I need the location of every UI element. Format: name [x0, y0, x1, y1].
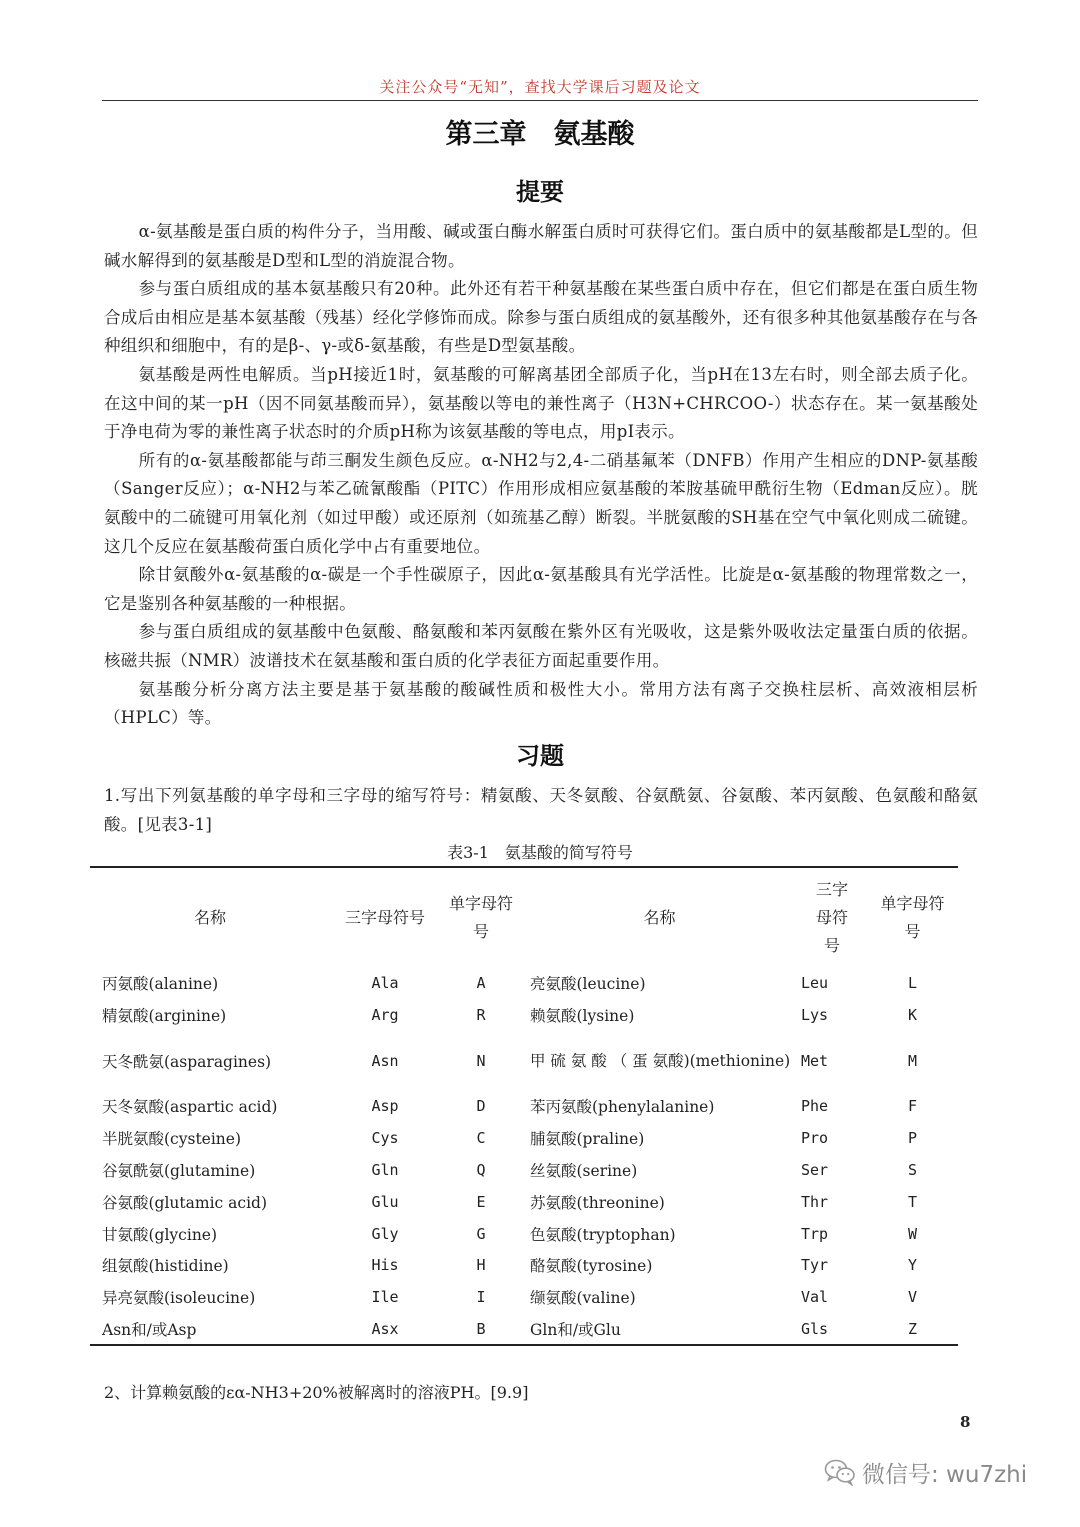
- header-three-letter-2: [797, 867, 867, 967]
- header-three-letter-text: 三字母符号: [345, 907, 426, 927]
- cell-name-2: 苯丙氨酸(phenylalanine): [530, 1098, 715, 1117]
- cell-name-2: 丝氨酸(serine): [530, 1162, 638, 1181]
- cell-one-letter: A: [476, 973, 486, 992]
- cell-one-letter-2: M: [907, 1051, 918, 1070]
- cell-one-letter: C: [476, 1129, 486, 1148]
- cell-three-letter-2: Gls: [801, 1319, 829, 1338]
- table-row: [90, 967, 958, 999]
- cell-three-letter: Cys: [371, 1129, 399, 1148]
- cell-name: 天冬氨酸(aspartic acid): [102, 1098, 278, 1117]
- chapter-title: 第三章 氨基酸: [445, 119, 635, 150]
- cell-one-letter: H: [476, 1256, 486, 1275]
- cell-three-letter: Ala: [371, 973, 399, 992]
- cell-three-letter: Asx: [371, 1319, 399, 1338]
- cell-three-letter-2: Thr: [801, 1192, 829, 1211]
- cell-three-letter-2: Met: [801, 1051, 829, 1070]
- cell-one-letter: B: [476, 1319, 486, 1338]
- amino-acid-table: [90, 866, 958, 1346]
- cell-name: 半胱氨酸(cysteine): [102, 1130, 242, 1149]
- cell-name: 精氨酸(arginine): [102, 1006, 227, 1025]
- cell-name-2: Gln和/或Glu: [530, 1320, 621, 1339]
- header-one-letter: [440, 867, 522, 967]
- cell-three-letter: Ile: [371, 1288, 399, 1307]
- page-number: 8: [960, 1413, 971, 1431]
- cell-three-letter-2: Tyr: [801, 1256, 829, 1275]
- cell-name: 谷氨酰氨(glutamine): [102, 1162, 256, 1181]
- cell-name-2: 赖氨酸(lysine): [530, 1006, 635, 1025]
- cell-one-letter: R: [476, 1005, 486, 1024]
- cell-name: 丙氨酸(alanine): [102, 974, 219, 993]
- watermark-text: 微信号: wu7zhi: [862, 1461, 1028, 1488]
- header-one-letter-2-text: 单字母符号: [880, 893, 945, 941]
- cell-three-letter-2: Phe: [801, 1097, 829, 1116]
- cell-one-letter: G: [476, 1224, 486, 1243]
- table-row: [90, 1122, 958, 1154]
- cell-three-letter-2: Leu: [801, 973, 829, 992]
- cell-name-2: 苏氨酸(threonine): [530, 1193, 665, 1212]
- header-name: 名称: [193, 907, 226, 927]
- cell-three-letter-2: Pro: [801, 1129, 829, 1148]
- table-row: [90, 1250, 958, 1282]
- cell-one-letter-2: L: [907, 973, 918, 992]
- cell-name: 异亮氨酸(isoleucine): [102, 1289, 256, 1308]
- cell-one-letter-2: V: [907, 1288, 918, 1307]
- cell-name-2: 酪氨酸(tyrosine): [530, 1257, 653, 1276]
- table-row: [90, 1091, 958, 1123]
- cell-three-letter-2: Trp: [801, 1224, 829, 1243]
- summary-paragraph: 所有的α-氨基酸都能与茚三酮发生颜色反应。α-NH2与2,4-二硝基氟苯（DNFB）作用产生相应的DNP-氨基酸（Sanger反应）；α-NH2与苯乙硫氰酸酯（PITC）作用形成相应氨基酸的苯胺基硫甲酰衍生物（Edman反应）。胱氨酸中的二硫键可用氧化剂（如过甲酸）或还原剂（如巯基乙醇）断裂。半胱氨酸的SH基在空气中氧化则成二硫键。这几个反应在氨基酸荷蛋白质化学中占有重要地位。: [104, 450, 978, 556]
- cell-one-letter: I: [476, 1288, 486, 1307]
- exercises-heading: 习题: [516, 742, 564, 770]
- table-row: [90, 1154, 958, 1186]
- question-1: 1.写出下列氨基酸的单字母和三字母的缩写符号：精氨酸、天冬氨酸、谷氨酰氨、谷氨酸、苯丙氨酸、色氨酸和酪氨酸。[见表3-1]: [104, 786, 978, 834]
- cell-name: 甘氨酸(glycine): [102, 1225, 218, 1244]
- cell-one-letter: D: [476, 1097, 486, 1116]
- cell-one-letter-2: F: [907, 1097, 918, 1116]
- cell-one-letter-2: P: [907, 1129, 918, 1148]
- wechat-icon: [824, 1458, 856, 1486]
- cell-one-letter-2: Y: [907, 1256, 918, 1275]
- question-2: 2、计算赖氨酸的εα-NH3+20%被解离时的溶液PH。[9.9]: [104, 1383, 529, 1402]
- cell-three-letter: Asn: [371, 1051, 399, 1070]
- cell-three-letter-2: Val: [801, 1288, 829, 1307]
- table-row: [90, 1218, 958, 1250]
- cell-one-letter-2: T: [907, 1192, 918, 1211]
- cell-name: Asn和/或Asp: [102, 1320, 197, 1339]
- table-header-row: [90, 867, 958, 967]
- cell-three-letter: Arg: [371, 1005, 399, 1024]
- summary-paragraph: α-氨基酸是蛋白质的构件分子，当用酸、碱或蛋白酶水解蛋白质时可获得它们。蛋白质中的氨基酸都是L型的。但碱水解得到的氨基酸是D型和L型的消旋混合物。: [104, 222, 978, 270]
- cell-one-letter: Q: [476, 1161, 486, 1180]
- summary-body: [104, 218, 978, 733]
- cell-name-2: 甲 硫 氨 酸 （ 蛋 氨酸)(methionine): [530, 1051, 791, 1070]
- summary-paragraph: 参与蛋白质组成的基本氨基酸只有20种。此外还有若干种氨基酸在某些蛋白质中存在，但它们都是在蛋白质生物合成后由相应是基本氨基酸（残基）经化学修饰而成。除参与蛋白质组成的氨基酸外，还有很多种其他氨基酸存在与各种组织和细胞中，有的是β-、γ-或δ-氨基酸，有些是D型氨基酸。: [104, 279, 978, 356]
- cell-three-letter: Gln: [371, 1161, 399, 1180]
- cell-three-letter: Asp: [371, 1097, 399, 1116]
- summary-paragraph: 氨基酸是两性电解质。当pH接近1时，氨基酸的可解离基团全部质子化，当pH在13左右时，则全部去质子化。在这中间的某一pH（因不同氨基酸而异），氨基酸以等电的兼性离子（H3N+CHRCOO-）状态存在。某一氨基酸处于净电荷为零的兼性离子状态时的介质pH称为该氨基酸的等电点，用pI表示。: [104, 364, 978, 442]
- wechat-watermark: [824, 1452, 1027, 1492]
- cell-name: 谷氨酸(glutamic acid): [102, 1193, 267, 1212]
- cell-name-2: 色氨酸(tryptophan): [530, 1225, 676, 1244]
- table-row: [90, 999, 958, 1031]
- cell-three-letter-2: Ser: [801, 1161, 829, 1180]
- table-caption: 表3-1 氨基酸的简写符号: [447, 843, 633, 862]
- header-notice: 关注公众号“无知”，查找大学课后习题及论文: [379, 78, 701, 96]
- table-row: [90, 1186, 958, 1218]
- cell-one-letter: N: [476, 1051, 486, 1070]
- header-name-2: 名称: [643, 907, 676, 927]
- cell-one-letter-2: W: [907, 1224, 918, 1243]
- summary-paragraph: 参与蛋白质组成的氨基酸中色氨酸、酪氨酸和苯丙氨酸在紫外区有光吸收，这是紫外吸收法定量蛋白质的依据。核磁共振（NMR）波谱技术在氨基酸和蛋白质的化学表征方面起重要作用。: [104, 622, 978, 670]
- summary-paragraph: 氨基酸分析分离方法主要是基于氨基酸的酸碱性质和极性大小。常用方法有离子交换柱层析、高效液相层析（HPLC）等。: [104, 679, 978, 728]
- header-three-letter-2-text: 三字母符号: [815, 879, 848, 955]
- header-one-letter-2: [867, 867, 958, 967]
- cell-three-letter: Glu: [371, 1192, 399, 1211]
- cell-one-letter-2: S: [907, 1161, 918, 1180]
- cell-one-letter: E: [476, 1192, 486, 1211]
- cell-name: 组氨酸(histidine): [102, 1257, 229, 1276]
- header-three-letter: [330, 867, 440, 967]
- table-row: [90, 1313, 958, 1345]
- table-row: [90, 1281, 958, 1313]
- cell-three-letter: His: [371, 1256, 399, 1275]
- cell-name: 天冬酰氨(asparagines): [102, 1052, 272, 1071]
- summary-heading: 提要: [516, 178, 564, 206]
- cell-one-letter-2: K: [907, 1005, 918, 1024]
- header-one-letter-text: 单字母符号: [448, 893, 513, 941]
- cell-three-letter: Gly: [371, 1224, 399, 1243]
- cell-name-2: 亮氨酸(leucine): [530, 974, 646, 993]
- header-divider: [102, 100, 978, 101]
- table-row: [90, 1031, 958, 1091]
- summary-paragraph: 除甘氨酸外α-氨基酸的α-碳是一个手性碳原子，因此α-氨基酸具有光学活性。比旋是α-氨基酸的物理常数之一，它是鉴别各种氨基酸的一种根据。: [104, 565, 978, 613]
- cell-three-letter-2: Lys: [801, 1005, 829, 1024]
- cell-name-2: 脯氨酸(praline): [530, 1130, 645, 1149]
- cell-one-letter-2: Z: [907, 1319, 918, 1338]
- cell-name-2: 缬氨酸(valine): [530, 1289, 636, 1308]
